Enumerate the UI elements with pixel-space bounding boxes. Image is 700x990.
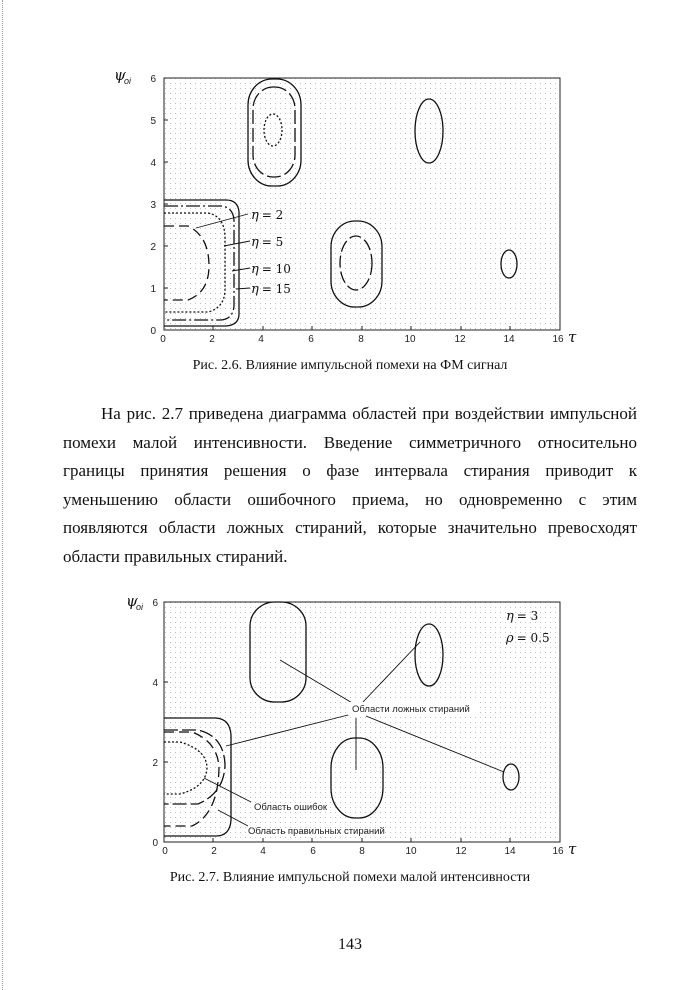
y-tick: 6 [152, 598, 158, 609]
x-tick: 2 [211, 846, 217, 857]
x-tick: 10 [405, 846, 417, 857]
figure-2-7-caption: Рис. 2.7. Влияние импульсной помехи малой интенсивности [169, 870, 531, 885]
param-symbol: ρ [506, 631, 514, 646]
param-eta [506, 609, 538, 624]
y-tick: 0 [150, 326, 156, 337]
figure-2-6-caption: Рис. 2.6. Влияние импульсной помехи на ФМ сигнал [192, 358, 508, 373]
x-tick: 4 [258, 334, 264, 345]
legend-eta-symbol: η [251, 235, 259, 250]
x-tick: 16 [552, 334, 564, 345]
x-tick: 6 [310, 846, 316, 857]
y-tick: 4 [150, 158, 156, 169]
figure-2-6 [108, 66, 588, 356]
y-axis-label: ψ [126, 592, 138, 610]
y-tick: 0 [152, 838, 158, 849]
param-rho [505, 631, 550, 646]
x-tick: 14 [503, 334, 515, 345]
x-tick-labels [162, 846, 564, 857]
y-axis-subscript: oi [136, 602, 144, 612]
legend-eta-symbol: η [251, 208, 259, 223]
annotation-false-erasures: Области ложных стираний [352, 704, 470, 715]
x-axis-label: τ [568, 328, 577, 346]
plot-background [164, 78, 560, 330]
x-tick: 10 [404, 334, 416, 345]
y-tick-labels [152, 598, 158, 849]
param-value: = 0.5 [516, 631, 550, 645]
y-tick: 2 [150, 242, 156, 253]
y-tick: 1 [150, 284, 156, 295]
annotation-correct-erasures: Область правильных стираний [248, 826, 385, 837]
param-symbol: η [506, 609, 514, 624]
page-border [2, 0, 3, 990]
page-number: 143 [338, 936, 362, 953]
y-tick: 6 [150, 74, 156, 85]
legend-eta-value: = 2 [261, 208, 284, 222]
figure-2-6-plot [108, 66, 588, 356]
x-tick: 0 [160, 334, 166, 345]
x-tick: 14 [504, 846, 516, 857]
x-tick: 16 [552, 846, 564, 857]
x-tick: 0 [162, 846, 168, 857]
y-tick: 3 [150, 200, 156, 211]
y-tick: 4 [152, 678, 158, 689]
param-value: = 3 [516, 609, 539, 623]
legend-eta-value: = 5 [261, 235, 284, 249]
annotation-error-region: Область ошибок [254, 802, 328, 813]
y-tick-labels [150, 74, 156, 337]
x-tick: 8 [359, 846, 365, 857]
legend-eta-value: = 10 [261, 262, 291, 276]
x-tick-labels [160, 334, 564, 345]
figure-2-7 [108, 590, 588, 865]
legend-eta-value: = 15 [261, 282, 291, 296]
x-tick: 12 [454, 334, 466, 345]
legend-item-eta-15 [251, 282, 291, 297]
plot-background [164, 602, 560, 842]
x-axis-label: τ [568, 840, 577, 858]
y-axis-label: ψ [114, 66, 126, 84]
y-tick: 5 [150, 116, 156, 127]
legend-item-eta-5 [251, 235, 283, 250]
x-tick: 2 [209, 334, 215, 345]
legend-eta-symbol: η [251, 262, 259, 277]
x-tick: 8 [358, 334, 364, 345]
figure-2-7-plot [108, 590, 588, 865]
x-tick: 4 [260, 846, 266, 857]
y-tick: 2 [152, 758, 158, 769]
legend-eta-symbol: η [251, 282, 259, 297]
legend-item-eta-10 [251, 262, 291, 277]
y-axis-subscript: oi [124, 76, 132, 86]
body-paragraph: На рис. 2.7 приведена диаграмма областей при воздействии импульсной помехи малой интенсивности. Введение симметричного относительно границы принятия решения о фазе интервала стирания приводит к уменьшению области ошибочного приема, но одновременно с этим появляются области ложных стираний, которые значительно превосходят области правильных стираний. [63, 404, 637, 566]
x-tick: 12 [455, 846, 467, 857]
x-tick: 6 [308, 334, 314, 345]
legend-item-eta-2 [251, 208, 283, 223]
